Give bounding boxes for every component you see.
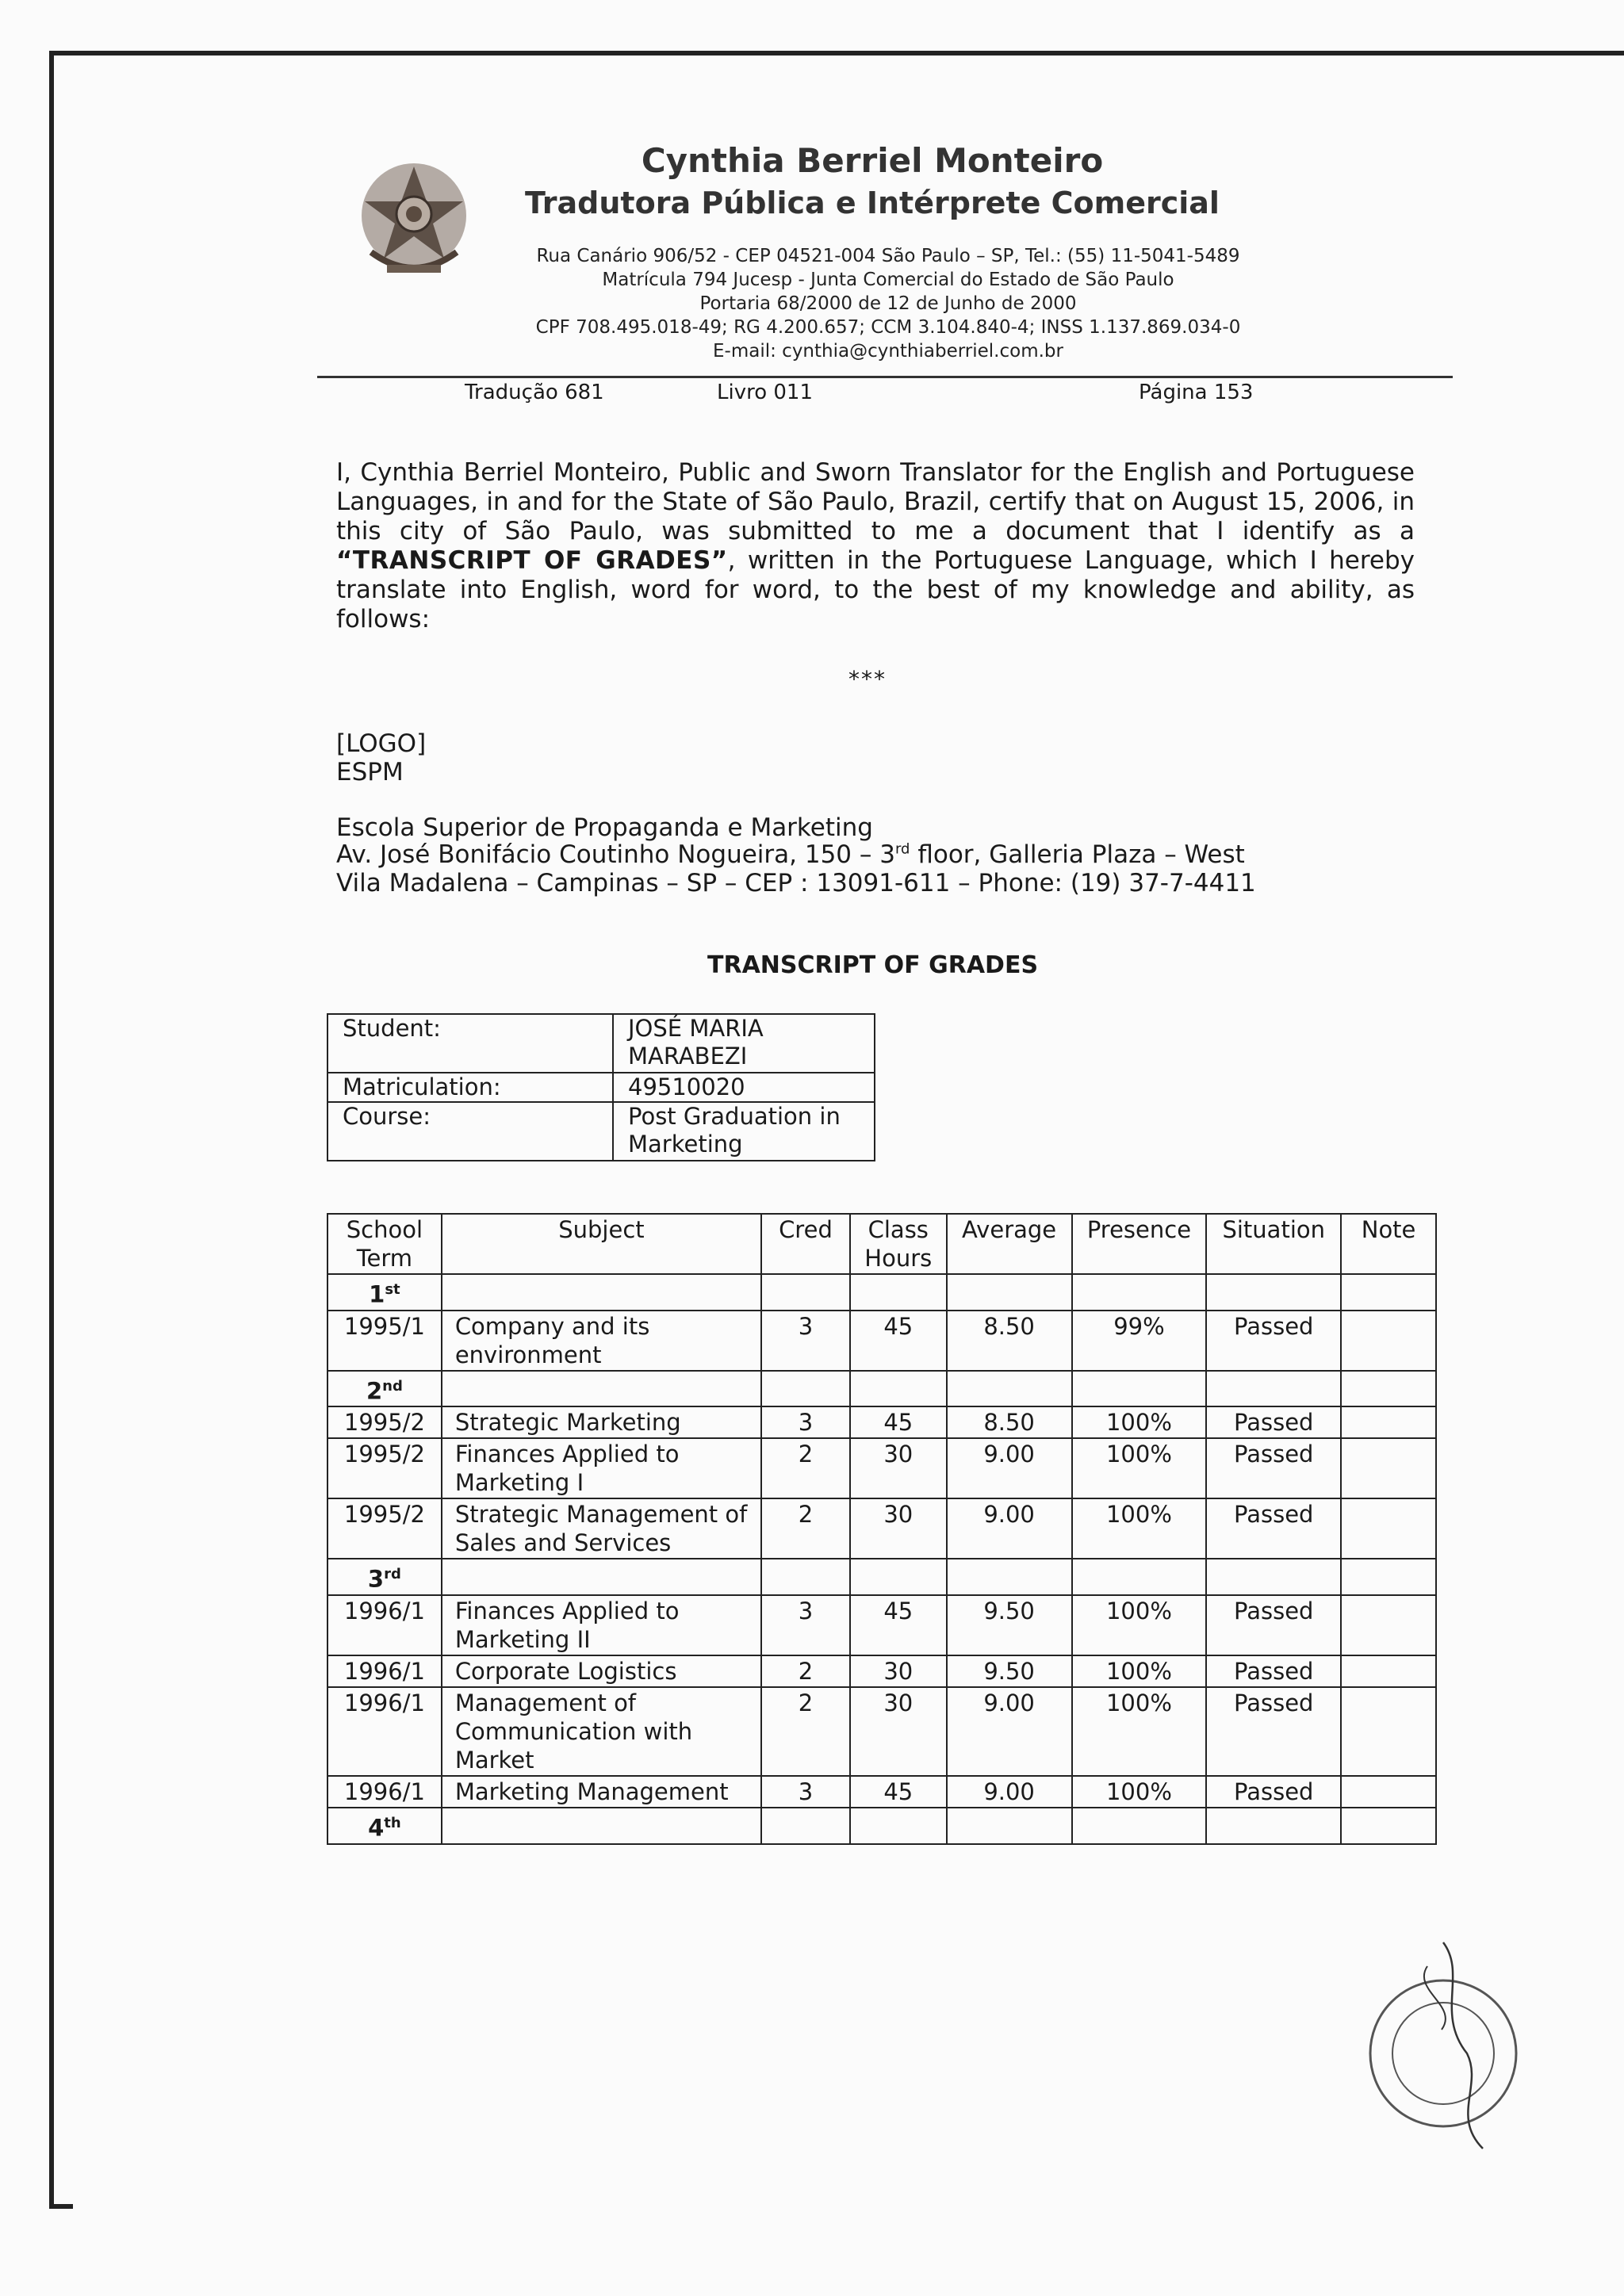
term-number: 1: [369, 1280, 385, 1308]
row-presence: 100%: [1072, 1498, 1207, 1559]
address-sup: rd: [894, 840, 910, 858]
term-label: [327, 1559, 442, 1595]
header-address: Rua Canário 906/52 - CEP 04521-004 São Paulo – SP, Tel.: (55) 11-5041-5489: [536, 246, 1240, 266]
row-cred: 3: [761, 1311, 850, 1371]
row-subject: Strategic Management of Sales and Services: [442, 1498, 761, 1559]
row-note: [1341, 1655, 1436, 1687]
matriculation-value: 49510020: [613, 1073, 875, 1102]
logo-placeholder: [LOGO]: [336, 729, 427, 758]
row-term: 1995/2: [327, 1406, 442, 1438]
row-situation: Passed: [1206, 1311, 1341, 1371]
row-term: 1996/1: [327, 1595, 442, 1655]
row-situation: Passed: [1206, 1406, 1341, 1438]
row-cred: 2: [761, 1438, 850, 1498]
term-number: 4: [368, 1814, 385, 1842]
certification-paragraph: [336, 458, 1415, 634]
row-average: 9.00: [947, 1438, 1072, 1498]
row-situation: Passed: [1206, 1687, 1341, 1776]
row-term: 1995/2: [327, 1498, 442, 1559]
book-number: Livro 011: [717, 381, 814, 404]
row-term: 1995/2: [327, 1438, 442, 1498]
row-average: 9.50: [947, 1595, 1072, 1655]
row-average: 8.50: [947, 1406, 1072, 1438]
row-situation: Passed: [1206, 1438, 1341, 1498]
row-cred: 2: [761, 1687, 850, 1776]
document-name: “TRANSCRIPT OF GRADES”: [336, 546, 728, 575]
row-situation: Passed: [1206, 1655, 1341, 1687]
row-average: 9.00: [947, 1498, 1072, 1559]
row-hours: 45: [850, 1776, 947, 1808]
row-hours: 45: [850, 1406, 947, 1438]
header-ids: CPF 708.495.018-49; RG 4.200.657; CCM 3.104.840-4; INSS 1.137.869.034-0: [535, 317, 1241, 338]
transcript-title: TRANSCRIPT OF GRADES: [707, 951, 1039, 979]
row-note: [1341, 1687, 1436, 1776]
term-suffix: rd: [384, 1566, 401, 1583]
page-border-foot: [49, 2204, 73, 2209]
row-presence: 100%: [1072, 1687, 1207, 1776]
row-hours: 30: [850, 1687, 947, 1776]
header-divider: [317, 376, 1453, 378]
term-divider-4: [327, 1808, 1436, 1844]
row-note: [1341, 1595, 1436, 1655]
header-subject: Subject: [442, 1214, 761, 1274]
row-note: [1341, 1311, 1436, 1371]
row-subject: Finances Applied to Marketing II: [442, 1595, 761, 1655]
term-suffix: th: [384, 1814, 401, 1831]
translator-name: Cynthia Berriel Monteiro: [641, 141, 1104, 180]
row-note: [1341, 1498, 1436, 1559]
table-row: [327, 1311, 1436, 1371]
student-label: Student:: [327, 1014, 613, 1073]
translation-number: Tradução 681: [465, 381, 604, 404]
address-part-2: floor, Galleria Plaza – West: [910, 840, 1245, 869]
row-presence: 100%: [1072, 1406, 1207, 1438]
header-average: Average: [947, 1214, 1072, 1274]
course-label: Course:: [327, 1102, 613, 1161]
table-row: [327, 1406, 1436, 1438]
row-presence: 100%: [1072, 1776, 1207, 1808]
table-row: [327, 1776, 1436, 1808]
term-suffix: nd: [382, 1377, 403, 1395]
header-hours: Class Hours: [850, 1214, 947, 1274]
matriculation-label: Matriculation:: [327, 1073, 613, 1102]
header-registration: Matrícula 794 Jucesp - Junta Comercial do Estado de São Paulo: [602, 270, 1174, 290]
row-cred: 3: [761, 1406, 850, 1438]
header-portaria: Portaria 68/2000 de 12 de Junho de 2000: [699, 293, 1077, 314]
page-border-top: [49, 51, 1624, 55]
row-presence: 100%: [1072, 1595, 1207, 1655]
page-border-left: [49, 51, 54, 2209]
header-email: E-mail: cynthia@cynthiaberriel.com.br: [713, 341, 1063, 362]
term-divider-2: [327, 1371, 1436, 1407]
row-cred: 3: [761, 1595, 850, 1655]
row-average: 8.50: [947, 1311, 1072, 1371]
row-term: 1996/1: [327, 1655, 442, 1687]
row-cred: 3: [761, 1776, 850, 1808]
row-term: 1996/1: [327, 1776, 442, 1808]
student-value: JOSÉ MARIA MARABEZI: [613, 1014, 875, 1073]
row-subject: Corporate Logistics: [442, 1655, 761, 1687]
table-row: [327, 1498, 1436, 1559]
student-info-table: [327, 1013, 875, 1161]
row-situation: Passed: [1206, 1498, 1341, 1559]
term-label: [327, 1371, 442, 1407]
table-row: [327, 1595, 1436, 1655]
row-cred: 2: [761, 1655, 850, 1687]
row-average: 9.50: [947, 1655, 1072, 1687]
table-row: [327, 1655, 1436, 1687]
row-cred: 2: [761, 1498, 850, 1559]
row-presence: 99%: [1072, 1311, 1207, 1371]
header-note: Note: [1341, 1214, 1436, 1274]
row-average: 9.00: [947, 1687, 1072, 1776]
course-row: [327, 1102, 875, 1161]
row-situation: Passed: [1206, 1776, 1341, 1808]
page-number: Página 153: [1139, 381, 1254, 404]
term-suffix: st: [385, 1281, 400, 1298]
term-label: [327, 1808, 442, 1844]
institution-address: [336, 840, 1245, 869]
term-divider-1: [327, 1274, 1436, 1311]
certification-outro: , written in the Portuguese Language, which I hereby translate into English, word for word, to the best of my knowledge and ability, as follows:: [336, 546, 1415, 633]
row-hours: 45: [850, 1311, 947, 1371]
row-hours: 30: [850, 1655, 947, 1687]
row-hours: 45: [850, 1595, 947, 1655]
institution-address-line2: Vila Madalena – Campinas – SP – CEP : 13091-611 – Phone: (19) 37-7-4411: [336, 869, 1256, 897]
row-average: 9.00: [947, 1776, 1072, 1808]
row-hours: 30: [850, 1498, 947, 1559]
table-row: [327, 1687, 1436, 1776]
row-presence: 100%: [1072, 1655, 1207, 1687]
row-hours: 30: [850, 1438, 947, 1498]
table-row: [327, 1438, 1436, 1498]
row-subject: Finances Applied to Marketing I: [442, 1438, 761, 1498]
term-divider-3: [327, 1559, 1436, 1595]
header-presence: Presence: [1072, 1214, 1207, 1274]
translator-stamp-icon: [1348, 1919, 1546, 2156]
separator: ***: [848, 666, 887, 692]
row-subject: Company and its environment: [442, 1311, 761, 1371]
header-situation: Situation: [1206, 1214, 1341, 1274]
row-presence: 100%: [1072, 1438, 1207, 1498]
row-term: 1996/1: [327, 1687, 442, 1776]
student-row: [327, 1014, 875, 1073]
row-subject: Management of Communication with Market: [442, 1687, 761, 1776]
address-part: Av. José Bonifácio Coutinho Nogueira, 150 – 3: [336, 840, 895, 869]
translator-title: Tradutora Pública e Intérprete Comercial: [525, 186, 1220, 220]
header-term: School Term: [327, 1214, 442, 1274]
header-cred: Cred: [761, 1214, 850, 1274]
row-note: [1341, 1406, 1436, 1438]
row-note: [1341, 1438, 1436, 1498]
row-situation: Passed: [1206, 1595, 1341, 1655]
institution-abbr: ESPM: [336, 758, 404, 786]
row-subject: Strategic Marketing: [442, 1406, 761, 1438]
term-number: 2: [366, 1377, 383, 1405]
matriculation-row: [327, 1073, 875, 1102]
course-value: Post Graduation in Marketing: [613, 1102, 875, 1161]
row-term: 1995/1: [327, 1311, 442, 1371]
term-label: [327, 1274, 442, 1311]
grades-header-row: [327, 1214, 1436, 1274]
grades-table: [327, 1213, 1437, 1845]
institution-name: Escola Superior de Propaganda e Marketing: [336, 813, 873, 842]
row-subject: Marketing Management: [442, 1776, 761, 1808]
term-number: 3: [367, 1565, 385, 1593]
row-note: [1341, 1776, 1436, 1808]
certification-intro: I, Cynthia Berriel Monteiro, Public and Sworn Translator for the English and Portuguese Languages, in and for the State of São Paulo, Brazil, certify that on August 15, 2006, in this city of São Paulo, was submitted to me a document that I identify as a: [336, 458, 1415, 545]
